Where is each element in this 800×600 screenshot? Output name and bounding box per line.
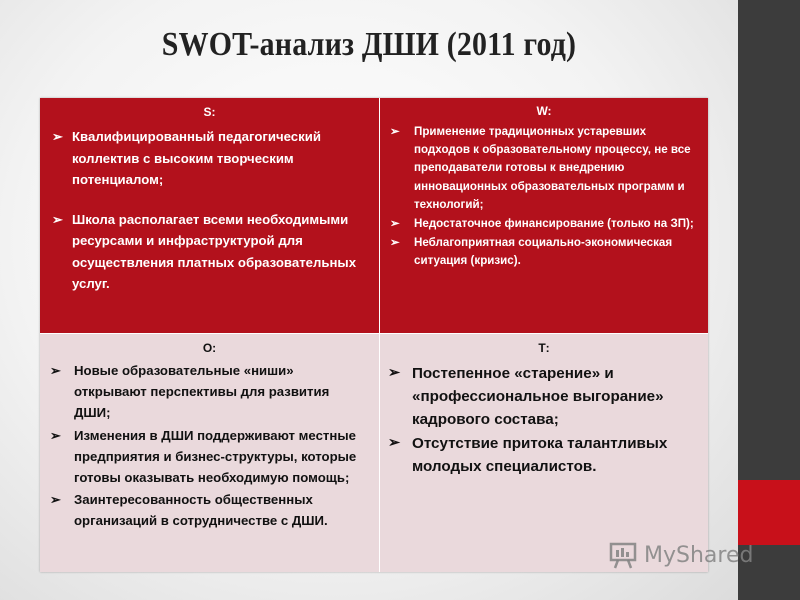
item-text: Квалифицированный педагогический коллектив с высоким творческим потенциалом; [72, 129, 321, 187]
weaknesses-header: W: [536, 104, 552, 118]
list-item [52, 126, 367, 191]
arrow-bullet-icon: ➢ [52, 211, 63, 227]
list-item [52, 209, 367, 295]
threats-header: Т: [538, 341, 550, 355]
arrow-bullet-icon: ➢ [388, 365, 401, 381]
item-text: Школа располагает всеми необходимыми ресурсами и инфраструктурой для осуществления платных образовательных услуг. [72, 211, 357, 291]
strengths-header: S: [203, 105, 216, 119]
arrow-bullet-icon: ➢ [390, 126, 400, 138]
page-title: SWOT-анализ ДШИ (2011 год) [161, 26, 577, 63]
item-text: Недостаточное финансирование (только на ЗП); [414, 217, 694, 231]
swot-table [40, 98, 708, 572]
side-strip [738, 0, 800, 600]
strengths-list [40, 120, 379, 295]
arrow-bullet-icon: ➢ [390, 218, 400, 231]
item-text: Неблагоприятная социально-экономическая ситуация (кризис). [414, 236, 673, 268]
arrow-bullet-icon: ➢ [388, 434, 401, 451]
weaknesses-list [380, 119, 708, 271]
arrow-bullet-icon: ➢ [50, 492, 61, 508]
list-item [388, 362, 700, 432]
weaknesses-cell [380, 98, 708, 334]
opportunities-list [40, 356, 379, 532]
opportunities-cell [40, 334, 380, 572]
list-item [50, 360, 369, 424]
arrow-bullet-icon: ➢ [50, 427, 61, 443]
opportunities-header: О: [202, 341, 217, 355]
arrow-bullet-icon: ➢ [52, 129, 63, 144]
list-item [390, 215, 698, 233]
item-text: Заинтересованность общественных организаций в сотрудничестве с ДШИ. [74, 492, 328, 529]
list-item [390, 234, 698, 270]
list-item [50, 489, 369, 531]
watermark-text: MyShared [644, 542, 754, 568]
list-item [388, 432, 700, 478]
list-item [50, 425, 369, 489]
arrow-bullet-icon: ➢ [390, 237, 400, 250]
side-red-block [738, 480, 800, 545]
list-item [390, 123, 698, 214]
threats-cell [380, 334, 708, 572]
item-text: Отсутствие притока талантливых молодых специалистов. [412, 434, 668, 475]
presentation-board-icon [608, 540, 638, 570]
item-text: Применение традиционных устаревших подходов к образовательному процессу, не все преподаватели готовы к внедрению инновационных образовательных программ и технологий; [414, 125, 691, 211]
watermark [608, 538, 753, 572]
arrow-bullet-icon: ➢ [50, 363, 61, 378]
item-text: Постепенное «старение» и «профессиональное выгорание» кадрового состава; [412, 365, 664, 429]
threats-list [380, 356, 708, 478]
item-text: Новые образовательные «ниши» открывают перспективы для развития ДШИ; [74, 363, 330, 421]
strengths-cell [40, 98, 380, 334]
item-text: Изменения в ДШИ поддерживают местные предприятия и бизнес-структуры, которые готовы оказывать необходимую помощь; [74, 427, 357, 486]
